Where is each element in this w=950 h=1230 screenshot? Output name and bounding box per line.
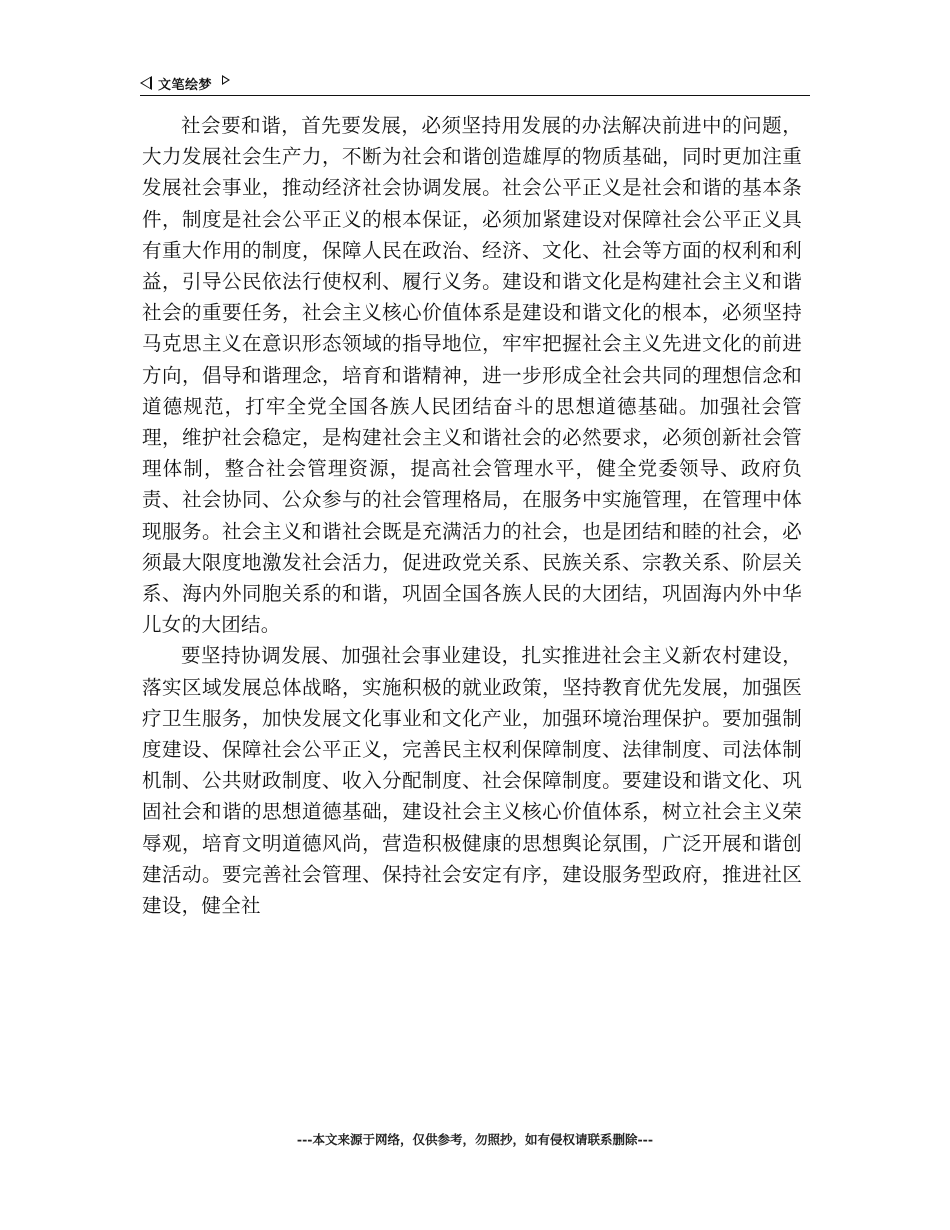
right-triangle-icon xyxy=(222,75,230,85)
page-header xyxy=(140,72,808,94)
left-triangle-icon xyxy=(140,76,152,90)
page-footer-note: ---本文来源于网络，仅供参考，勿照抄，如有侵权请联系删除--- xyxy=(296,1132,654,1147)
paragraph-2: 要坚持协调发展、加强社会事业建设，扎实推进社会主义新农村建设，落实区域发展总体战略，实施积极的就业政策，坚持教育优先发展，加强医疗卫生服务，加快发展文化事业和文化产业，加强环境治理保护。要加强制度建设、保障社会公平正义，完善民主权利保障制度、法律制度、司法体制机制、公共财政制度、收入分配制度、社会保障制度。要建设和谐文化、巩固社会和谐的思想道德基础，建设社会主义核心价值体系，树立社会主义荣辱观，培育文明道德风尚，营造积极健康的思想舆论氛围，广泛开展和谐创建活动。要完善社会管理、保持社会安定有序，建设服务型政府，推进社区建设，健全社 xyxy=(142,644,802,918)
document-body xyxy=(142,110,802,921)
paragraph-1: 社会要和谐，首先要发展，必须坚持用发展的办法解决前进中的问题，大力发展社会生产力，不断为社会和谐创造雄厚的物质基础，同时更加注重发展社会事业，推动经济社会协调发展。社会公平正义是社会和谐的基本条件，制度是社会公平正义的根本保证，必须加紧建设对保障社会公平正义具有重大作用的制度，保障人民在政治、经济、文化、社会等方面的权利和利益，引导公民依法行使权利、履行义务。建设和谐文化是构建社会主义和谐社会的重要任务，社会主义核心价值体系是建设和谐文化的根本，必须坚持马克思主义在意识形态领域的指导地位，牢牢把握社会主义先进文化的前进方向，倡导和谐理念，培育和谐精神，进一步形成全社会共同的理想信念和道德规范，打牢全党全国各族人民团结奋斗的思想道德基础。加强社会管理，维护社会稳定，是构建社会主义和谐社会的必然要求，必须创新社会管理体制，整合社会管理资源，提高社会管理水平，健全党委领导、政府负责、社会协同、公众参与的社会管理格局，在服务中实施管理，在管理中体现服务。社会主义和谐社会既是充满活力的社会，也是团结和睦的社会，必须最大限度地激发社会活力，促进政党关系、民族关系、宗教关系、阶层关系、海内外同胞关系的和谐，巩固全国各族人民的大团结，巩固海内外中华儿女的大团结。 xyxy=(142,114,802,637)
header-divider xyxy=(140,95,810,96)
header-brand: 文笔绘梦 xyxy=(158,77,213,93)
